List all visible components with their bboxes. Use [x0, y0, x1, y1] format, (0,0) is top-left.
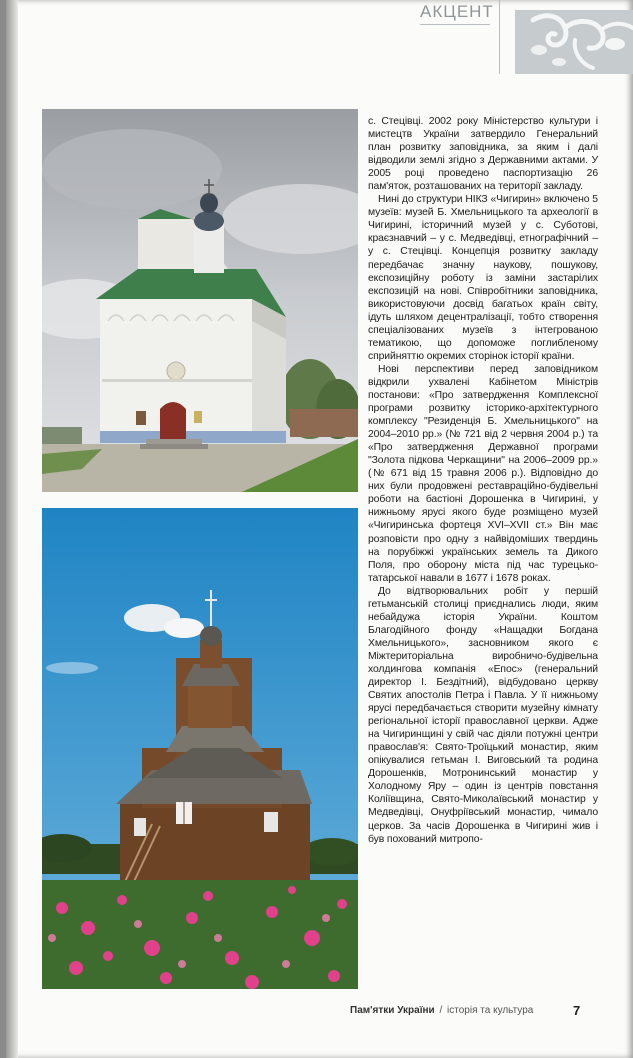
floral-ornament-icon: [515, 10, 633, 74]
page-footer: [350, 1005, 592, 1021]
header-divider: [499, 0, 500, 74]
white-church-photo: [42, 109, 358, 492]
article-paragraph: До відтворювальних робіт у першій гетьманській столиці приєднались люди, яким небайдужа історія України. Коштом Благодійного фонду «Нащадки Богдана Хмельницького», засновником якого є Міжтериторіальна виробничо-будівельна холдингова компанія «Епос» (генеральний директор І. Бездітний), відбудовано церкву Святих апостолів Петра і Павла. У її нижньому ярусі передбачається створити музейну кімнату регіональної історії православної церкви. Адже на Чигиринщині у свій час діяли потужні центри православ'я: Свято-Троїцький монастир, яким опікувалися гетьман І. Виговський та родина Дорошенків, Мотронинський монастир у Холодному Яру – один із центрів повстання Коліївщина, Свято-Миколаївський монастир у Медведівці, Онуфріївський монастир, чимало церков. За часів Дорошенка в Чигирині жив і був похований митропо-: [368, 585, 598, 845]
page-binding-shadow: [6, 0, 18, 1058]
article-paragraph: Нові перспективи перед заповідником відкрили ухвалені Кабінетом Міністрів постанови: «Про затвердження Комплексної програми розвитку історико-архітектурного комплексу "Резиденція Б. Хмельницького" на 2004–2010 рр.» (№ 721 від 2 червня 2004 р.) та «Про затвердження Державної програми "Золота підкова Черкащини" на 2006–2009 рр.» (№ 671 від 15 травня 2006 р.). Відповідно до них були продовжені реставраційно-будівельні роботи на бастіоні Дорошенка в Чигирині, у нижньому ярусі якого буде розміщено музей «Чигиринська фортеця XVI–XVII ст.» Він має розповісти про одну з найвідоміших твердинь на порубіжжі українських земель та Дикого Поля, про оборону міста під час турецько-татарської навали в 1677 і 1678 роках.: [368, 363, 598, 584]
footer-separator: /: [439, 1005, 443, 1016]
section-header: АКЦЕНТ: [420, 2, 490, 25]
article-paragraph: Нині до структури НІКЗ «Чигирин» включено 5 музеїв: музей Б. Хмельницького та археології в Чигирині, історичний музей у с. Суботові, краєзнавчий – у с. Медведівці, етнографічний – у с. Стецівці. Концепція розвитку закладу передбачає значну наукову, пошукову, експозиційну роботу із заміни застарілих експозицій на нові. Співробітники заповідника, використовуючи досвід багатьох країн світу, ідуть шляхом децентралізації, тобто створення спеціалізованих музеїв з інтегрованою тематикою, що допоможе поглибленому сприйняттю окремих сторінок історії країни.: [368, 194, 598, 362]
page-number: 7: [573, 1003, 581, 1018]
article-paragraph: с. Стецівці. 2002 року Міністерство культури і мистецтв України затвердило Генеральний план розвитку заповідника, за яким і далі відводили землі згідно з Державними актами. У 2005 році проведено паспортизацію 26 пам'яток, розташованих на території закладу.: [368, 116, 598, 193]
footer-section-title: історія та культура: [447, 1005, 534, 1016]
footer-magazine-title: Пам'ятки України: [350, 1005, 435, 1016]
article-text-column: [368, 115, 598, 846]
wooden-church-photo: [42, 508, 358, 989]
magazine-page: [6, 0, 633, 1058]
